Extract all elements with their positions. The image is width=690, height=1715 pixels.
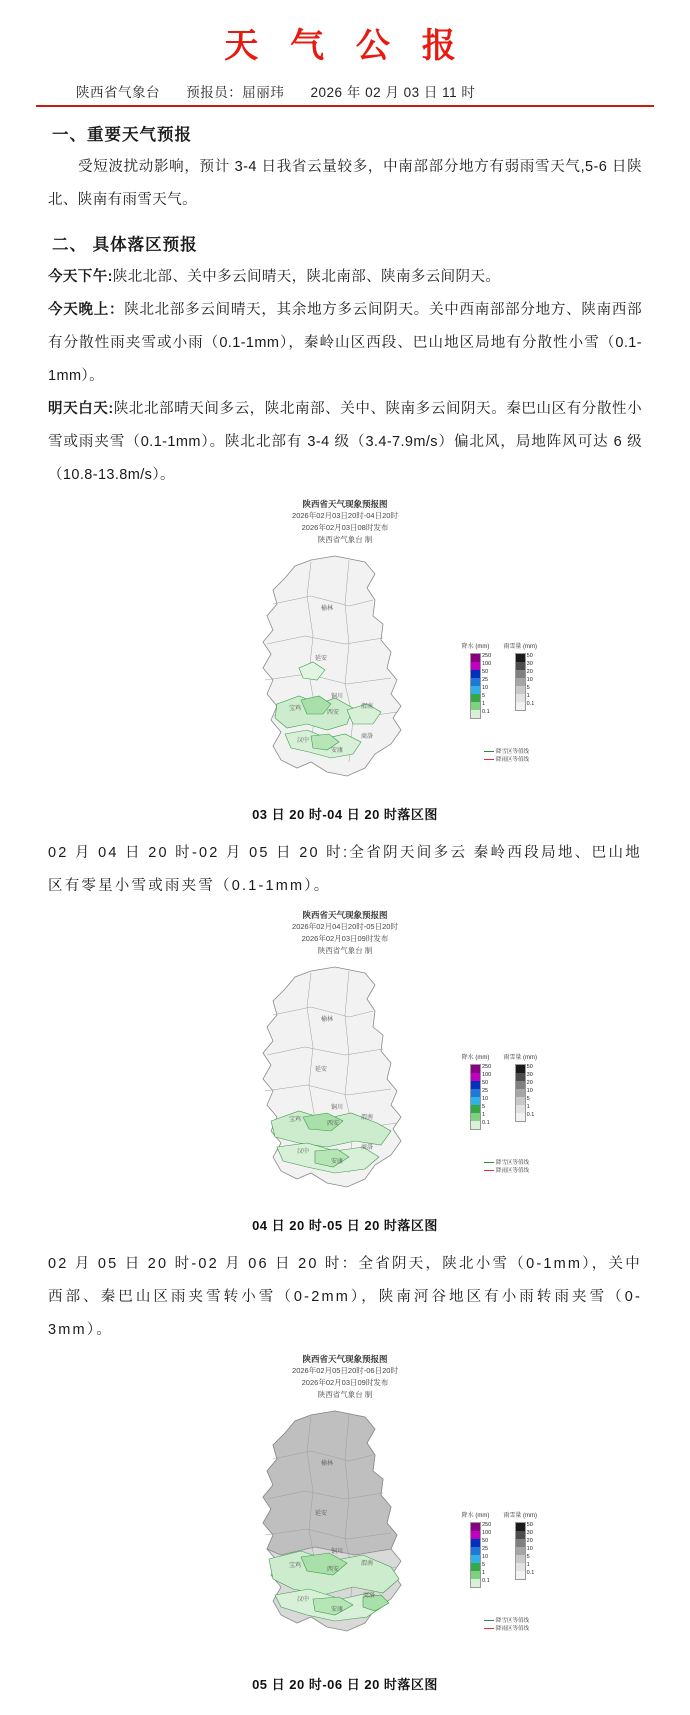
legend-label: 0.1 — [526, 1111, 535, 1118]
svg-text:商洛: 商洛 — [362, 1593, 376, 1599]
svg-text:西安: 西安 — [326, 1121, 340, 1127]
legend-label: 50 — [526, 1063, 533, 1070]
legend-bar-snow — [515, 1063, 535, 1122]
legend-bar-snow — [515, 652, 535, 711]
legend-label: 0.1 — [526, 700, 535, 707]
shaanxi-province-outline — [215, 959, 475, 1209]
legend-label: 1 — [526, 692, 530, 699]
forecast-paragraph-day4-5: 02 月 04 日 20 时-02 月 05 日 20 时:全省阴天间多云 秦岭西段局地、巴山地区有零星小雪或雨夹雪（0.1-1mm）。 — [48, 845, 642, 894]
shaanxi-map-3 — [135, 1403, 555, 1668]
legend-label: 5 — [526, 684, 530, 691]
page-title: 天 气 公 报 — [224, 26, 466, 66]
figure-header-line-4: 陕西省气象台 制 — [317, 535, 373, 544]
legend-label: 25 — [481, 1087, 489, 1094]
legend-label: 5 — [481, 1103, 486, 1110]
legend-label: 250 — [481, 652, 492, 659]
legend-label: 250 — [481, 1521, 492, 1528]
figure-header-line-3: 2026年02月03日09时发布 — [301, 934, 389, 943]
legend-label: 0.1 — [481, 708, 490, 715]
figure-header-line-4: 陕西省气象台 制 — [317, 1390, 373, 1399]
figure-header-lines — [0, 498, 690, 546]
byline-forecaster: 预报员：屈丽玮 — [186, 85, 285, 100]
legend-label: 10 — [481, 1553, 489, 1560]
shaanxi-map-1 — [135, 548, 555, 798]
byline — [36, 81, 654, 107]
legend-note-snow: 降雪区等值线 — [495, 1160, 529, 1166]
svg-text:汉中: 汉中 — [296, 1149, 310, 1155]
svg-text:汉中: 汉中 — [296, 1597, 310, 1603]
legend-label: 5 — [481, 1561, 486, 1568]
shaanxi-province-outline — [215, 548, 475, 798]
svg-text:渭南: 渭南 — [360, 1115, 374, 1121]
forecast-item-text: 陕北北部、关中多云间晴天，陕北南部、陕南多云间阴天。 — [112, 269, 501, 285]
legend-note-snow: 降雪区等值线 — [495, 749, 529, 755]
legend-head-precip: 降水 (mm) — [461, 1513, 490, 1519]
legend-column-snow — [503, 1055, 537, 1130]
legend-label: 1 — [481, 1111, 486, 1118]
svg-text:商洛: 商洛 — [360, 1145, 374, 1151]
legend-label: 10 — [481, 1095, 489, 1102]
legend-label: 0.1 — [526, 1569, 535, 1576]
svg-text:汉中: 汉中 — [296, 738, 310, 744]
legend-label: 30 — [526, 660, 533, 667]
svg-text:渭南: 渭南 — [360, 1561, 374, 1567]
forecast-item-lead: 今天晚上： — [48, 302, 125, 318]
legend-label: 5 — [526, 1553, 530, 1560]
legend-column-snow — [503, 644, 537, 719]
figure-header-line-4: 陕西省气象台 制 — [317, 946, 373, 955]
legend-bar-precip — [470, 652, 492, 719]
svg-text:延安: 延安 — [314, 656, 328, 662]
legend-label: 5 — [481, 692, 486, 699]
legend-label: 1 — [526, 1103, 530, 1110]
shaanxi-map-2 — [135, 959, 555, 1209]
svg-text:西安: 西安 — [326, 1567, 340, 1573]
svg-text:榆林: 榆林 — [320, 1461, 334, 1467]
forecast-item-lead: 明天白天: — [48, 401, 114, 417]
legend-bar-snow — [515, 1521, 535, 1580]
figure-header-lines — [0, 1353, 690, 1401]
legend-column-snow — [503, 1513, 537, 1588]
legend-label: 1 — [526, 1561, 530, 1568]
legend-label: 50 — [526, 652, 533, 659]
byline-datetime: 2026 年 02 月 03 日 11 时 — [310, 85, 476, 100]
figure-caption-2: 04 日 20 时-05 日 20 时落区图 — [252, 1218, 438, 1233]
figure-header-line-3: 2026年02月03日09时发布 — [301, 1378, 389, 1387]
legend-column-precip — [462, 644, 490, 719]
svg-text:榆林: 榆林 — [320, 1017, 334, 1023]
svg-text:宝鸡: 宝鸡 — [288, 1563, 302, 1569]
legend-label: 250 — [481, 1063, 492, 1070]
section-1-heading: 一、重要天气预报 — [52, 126, 192, 144]
svg-text:铜川: 铜川 — [330, 1105, 344, 1111]
svg-text:延安: 延安 — [314, 1511, 328, 1517]
legend-label: 20 — [526, 1079, 533, 1086]
legend-column-precip — [462, 1055, 490, 1130]
svg-text:铜川: 铜川 — [330, 1549, 344, 1555]
legend-label: 10 — [526, 1087, 533, 1094]
figure-day3-4 — [0, 498, 690, 823]
forecast-item-tonight — [36, 294, 654, 393]
figure-header-line-1: 陕西省天气现象预报图 — [302, 499, 388, 509]
figure-day4-5 — [0, 909, 690, 1234]
section-1-paragraph: 受短波扰动影响，预计 3-4 日我省云量较多，中南部部分地方有弱雨雪天气,5-6 日陕北、陕南有雨雪天气。 — [48, 159, 642, 208]
figure-header-line-2: 2026年02月04日20时-05日20时 — [292, 922, 398, 931]
legend-bar-precip — [470, 1063, 492, 1130]
legend-column-precip — [462, 1513, 490, 1588]
legend-label: 50 — [481, 1537, 489, 1544]
legend-label: 50 — [481, 668, 489, 675]
figure-header-line-3: 2026年02月03日08时发布 — [301, 523, 389, 532]
legend-notes-1 — [484, 748, 529, 764]
figure-header-line-1: 陕西省天气现象预报图 — [302, 1354, 388, 1364]
legend-head-precip: 降水 (mm) — [461, 1055, 490, 1061]
legend-label: 0.1 — [481, 1577, 490, 1584]
legend-note-snow: 降雪区等值线 — [495, 1618, 529, 1624]
legend-label: 100 — [481, 1071, 492, 1078]
legend-bar-precip — [470, 1521, 492, 1588]
figure-header-line-2: 2026年02月05日20时-06日20时 — [292, 1366, 398, 1375]
legend-label: 100 — [481, 1529, 492, 1536]
legend-label: 20 — [526, 1537, 533, 1544]
forecast-item-today-afternoon — [36, 261, 654, 294]
legend-label: 25 — [481, 676, 489, 683]
legend-label: 0.1 — [481, 1119, 490, 1126]
figure-caption-3: 05 日 20 时-06 日 20 时落区图 — [252, 1677, 438, 1692]
shaanxi-province-outline — [215, 1403, 475, 1658]
forecast-item-lead: 今天下午: — [48, 269, 113, 285]
legend-label: 5 — [526, 1095, 530, 1102]
map-legend-1 — [462, 644, 537, 719]
legend-notes-3 — [484, 1617, 529, 1633]
svg-text:延安: 延安 — [314, 1067, 328, 1073]
legend-label: 30 — [526, 1071, 533, 1078]
legend-label: 50 — [481, 1079, 489, 1086]
svg-text:安康: 安康 — [330, 1607, 344, 1613]
svg-text:安康: 安康 — [330, 748, 344, 754]
legend-label: 20 — [526, 668, 533, 675]
legend-label: 10 — [526, 1545, 533, 1552]
figure-header-lines — [0, 909, 690, 957]
map-legend-3 — [462, 1513, 537, 1588]
svg-text:铜川: 铜川 — [330, 694, 344, 700]
legend-label: 1 — [481, 700, 486, 707]
legend-label: 25 — [481, 1545, 489, 1552]
svg-text:榆林: 榆林 — [320, 606, 334, 612]
legend-note-rain: 降雨区等值线 — [495, 757, 529, 763]
legend-note-rain: 降雨区等值线 — [495, 1168, 529, 1174]
figure-caption-1: 03 日 20 时-04 日 20 时落区图 — [252, 807, 438, 822]
forecast-paragraph-day5-6: 02 月 05 日 20 时-02 月 06 日 20 时：全省阴天，陕北小雪（0-1mm），关中西部、秦巴山区雨夹雪转小雪（0-2mm），陕南河谷地区有小雨转雨夹雪（0-3mm）。 — [48, 1256, 642, 1338]
svg-text:宝鸡: 宝鸡 — [288, 706, 302, 712]
svg-text:商洛: 商洛 — [360, 734, 374, 740]
svg-text:西安: 西安 — [326, 710, 340, 716]
forecast-item-text: 陕北北部晴天间多云，陕北南部、关中、陕南多云间阴天。秦巴山区有分散性小雪或雨夹雪（0.1-1mm）。陕北北部有 3-4 级（3.4-7.9m/s）偏北风，局地阵风可达 6 级（10.8-13.8m/s）。 — [48, 401, 642, 483]
byline-office: 陕西省气象台 — [76, 85, 160, 100]
forecast-item-text: 陕北北部多云间晴天，其余地方多云间阴天。关中西南部部分地方、陕南西部有分散性雨夹雪或小雨（0.1-1mm），秦岭山区西段、巴山地区局地有分散性小雪（0.1-1mm）。 — [48, 302, 642, 384]
legend-label: 10 — [481, 684, 489, 691]
map-legend-2 — [462, 1055, 537, 1130]
figure-header-line-2: 2026年02月03日20时-04日20时 — [292, 511, 398, 520]
legend-note-rain: 降雨区等值线 — [495, 1626, 529, 1632]
legend-label: 10 — [526, 676, 533, 683]
legend-label: 100 — [481, 660, 492, 667]
section-2-heading: 二、 具体落区预报 — [52, 236, 198, 254]
legend-notes-2 — [484, 1159, 529, 1175]
svg-text:安康: 安康 — [330, 1159, 344, 1165]
legend-label: 1 — [481, 1569, 486, 1576]
forecast-item-tomorrow-daytime — [36, 393, 654, 492]
legend-label: 30 — [526, 1529, 533, 1536]
legend-head-snow: 雨雪量 (mm) — [503, 1513, 537, 1519]
svg-text:渭南: 渭南 — [360, 704, 374, 710]
legend-label: 50 — [526, 1521, 533, 1528]
figure-day5-6 — [0, 1353, 690, 1693]
legend-head-snow: 雨雪量 (mm) — [503, 1055, 537, 1061]
legend-head-precip: 降水 (mm) — [461, 644, 490, 650]
svg-text:宝鸡: 宝鸡 — [288, 1117, 302, 1123]
legend-head-snow: 雨雪量 (mm) — [503, 644, 537, 650]
figure-header-line-1: 陕西省天气现象预报图 — [302, 910, 388, 920]
